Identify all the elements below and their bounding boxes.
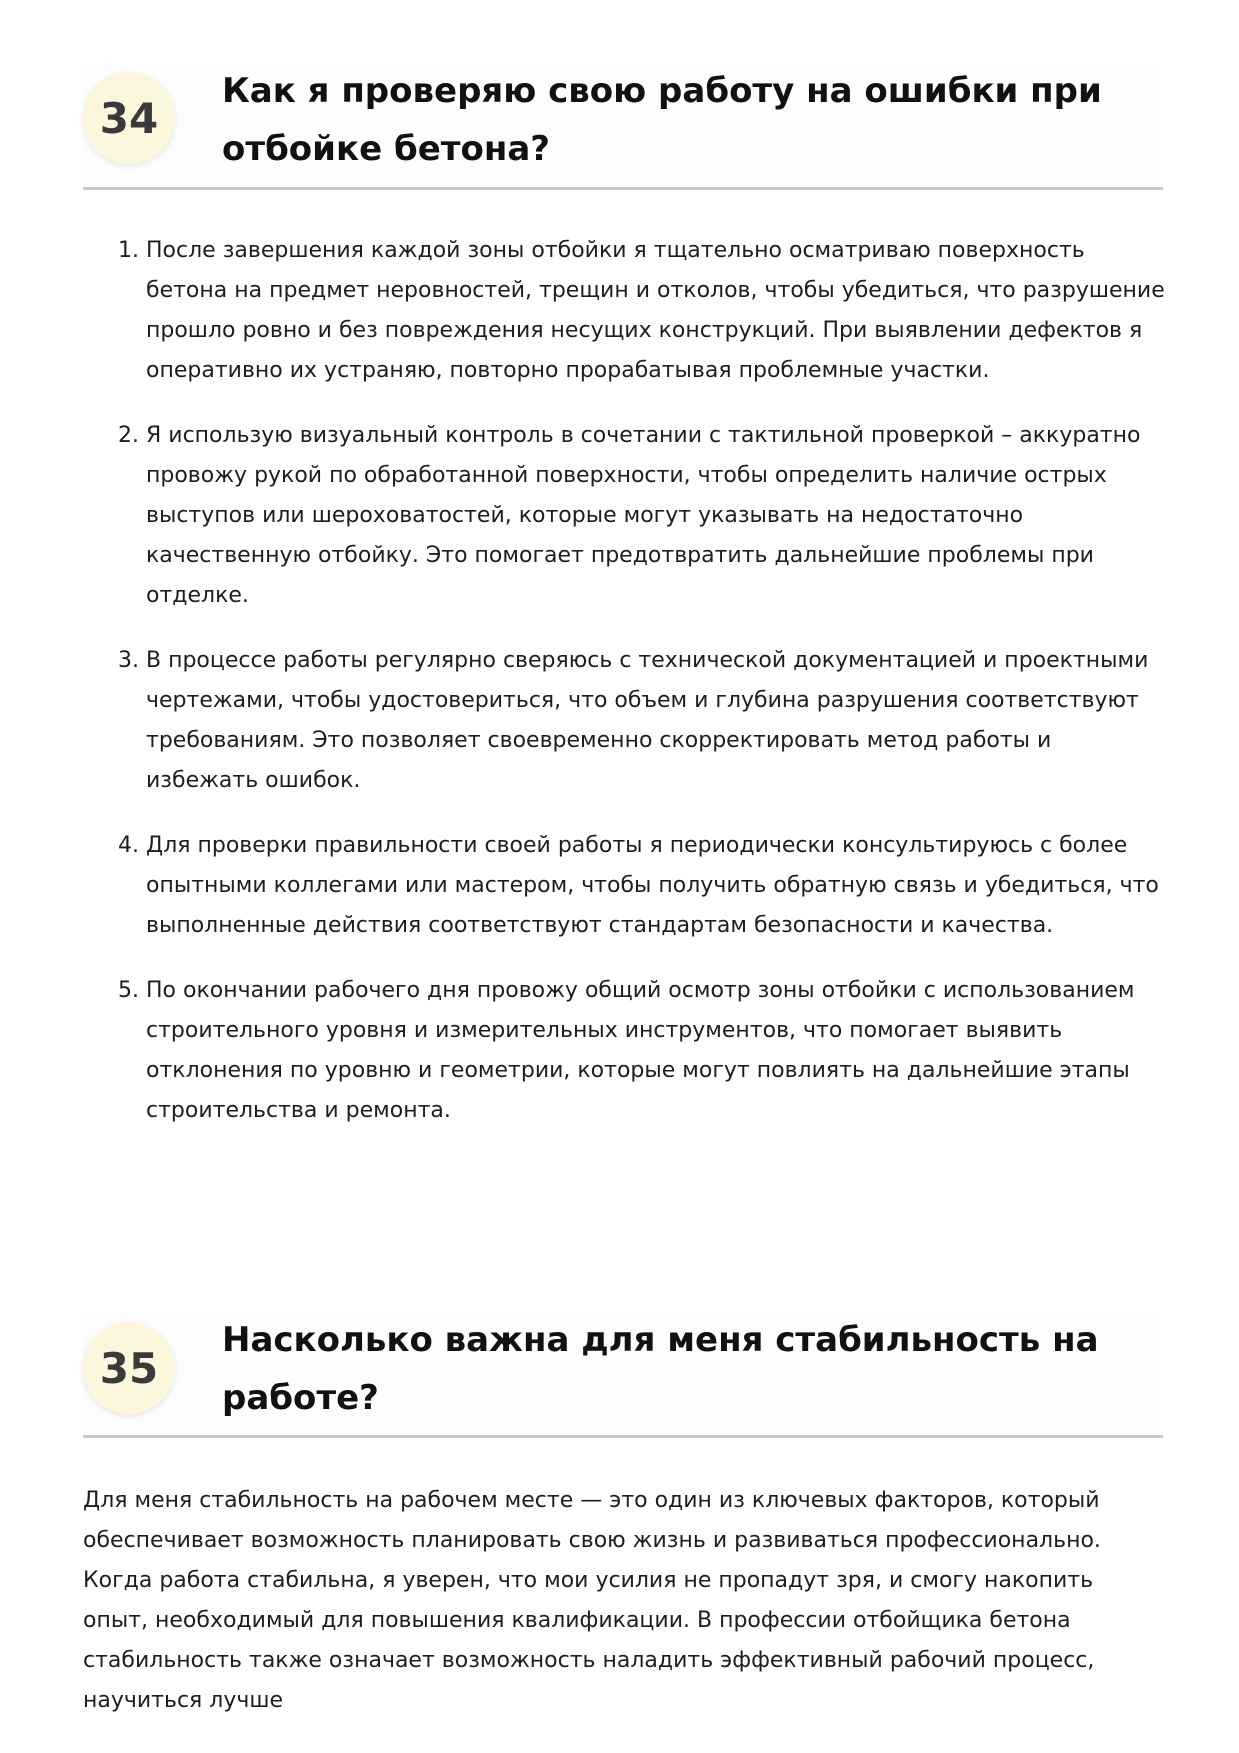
question-number-badge: 35 (83, 1322, 175, 1414)
list-item: 4. Для проверки правильности своей работы я периодически консультируюсь с более опытными коллегами или мастером, чтобы получить обратную связь и убедиться, что выполненные действия соответствуют стандартам безопасности и качества. (146, 826, 1165, 946)
question-title: Как я проверяю свою работу на ошибки при отбойке бетона? (222, 71, 1102, 169)
list-item: 5. По окончании рабочего дня провожу общий осмотр зоны отбойки с использованием строительного уровня и измерительных инструментов, что помогает выявить отклонения по уровню и геометрии, которые могут повлиять на дальнейшие этапы строительства и ремонта. (146, 971, 1165, 1131)
question-title: Насколько важна для меня стабильность на работе? (222, 1320, 1099, 1418)
list-item: 1. После завершения каждой зоны отбойки я тщательно осматриваю поверхность бетона на предмет неровностей, трещин и отколов, чтобы убедиться, что разрушение прошло ровно и без повреждения несущих конструкций. При выявлении дефектов я оперативно их устраняю, повторно прорабатывая проблемные участки. (146, 231, 1165, 391)
answer-list (83, 231, 1165, 1156)
question-header-35 (83, 1311, 1163, 1438)
list-item: 3. В процессе работы регулярно сверяюсь с технической документацией и проектными чертежами, чтобы удостовериться, что объем и глубина разрушения соответствуют требованиям. Это позволяет своевременно скорректировать метод работы и избежать ошибок. (146, 641, 1165, 801)
question-number-badge: 34 (83, 72, 175, 164)
list-item: 2. Я использую визуальный контроль в сочетании с тактильной проверкой – аккуратно провожу рукой по обработанной поверхности, чтобы определить наличие острых выступов или шероховатостей, которые могут указывать на недостаточно качественную отбойку. Это помогает предотвратить дальнейшие проблемы при отделке. (146, 416, 1165, 616)
answer-paragraph: Для меня стабильность на рабочем месте — это один из ключевых факторов, который обеспечивает возможность планировать свою жизнь и развиваться профессионально. Когда работа стабильна, я уверен, что мои усилия не пропадут зря, и смогу накопить опыт, необходимый для повышения квалификации. В профессии отбойщика бетона стабильность также означает возможность наладить эффективный рабочий процесс, научиться лучше (83, 1488, 1101, 1713)
question-header-34 (83, 62, 1163, 190)
